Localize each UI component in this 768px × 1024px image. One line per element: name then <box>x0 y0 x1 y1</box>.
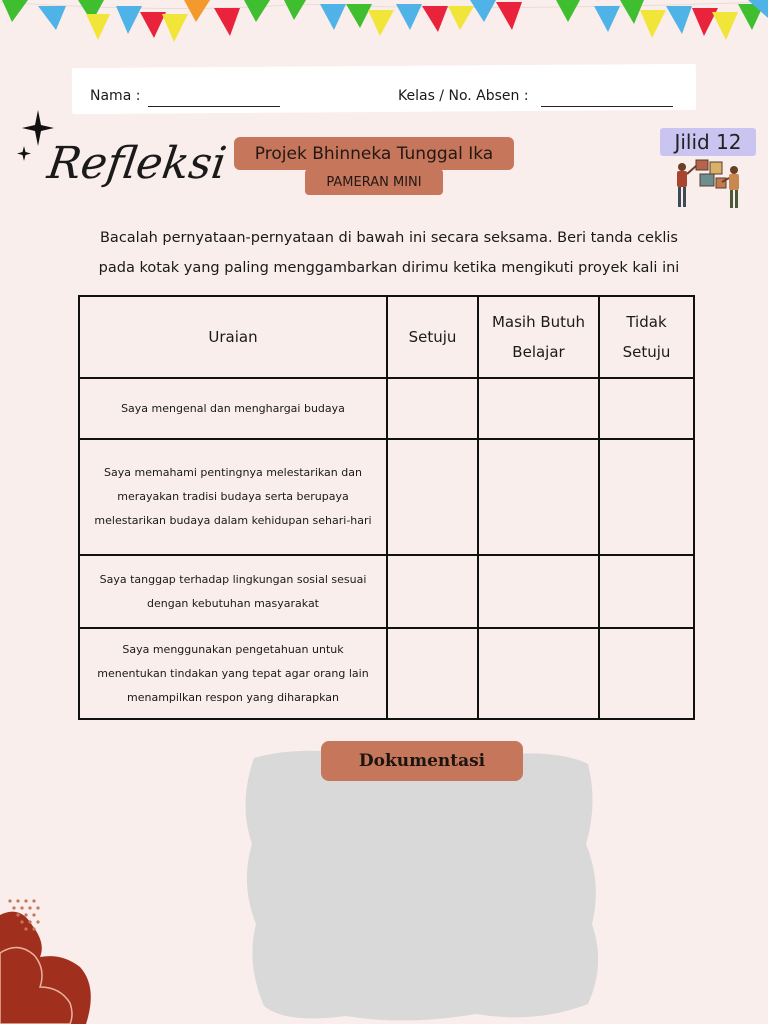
checkbox-masih-butuh-belajar[interactable] <box>478 555 599 628</box>
checkbox-setuju[interactable] <box>387 628 478 719</box>
checkbox-masih-butuh-belajar[interactable] <box>478 378 599 439</box>
header-tidak-setuju: Tidak Setuju <box>599 296 694 378</box>
bunting-decoration <box>0 0 768 60</box>
header-uraian: Uraian <box>79 296 387 378</box>
checkbox-masih-butuh-belajar[interactable] <box>478 439 599 555</box>
checkbox-tidak-setuju[interactable] <box>599 378 694 439</box>
corner-decoration <box>0 895 100 1024</box>
name-label: Nama : <box>90 88 141 104</box>
instruction-line-2: pada kotak yang paling menggambarkan dirimu ketika mengikuti proyek kali ini <box>98 260 680 276</box>
project-subtitle: PAMERAN MINI <box>305 169 443 195</box>
statement-cell: Saya mengenal dan menghargai budaya <box>79 378 387 439</box>
header-masih-butuh-belajar: Masih Butuh Belajar <box>478 296 599 378</box>
table-row <box>79 378 694 439</box>
checkbox-setuju[interactable] <box>387 378 478 439</box>
checkbox-setuju[interactable] <box>387 555 478 628</box>
checkbox-setuju[interactable] <box>387 439 478 555</box>
documentation-label: Dokumentasi <box>321 741 523 781</box>
table-row <box>79 439 694 555</box>
photo-placeholder[interactable] <box>236 744 610 1024</box>
exhibition-people-illustration <box>670 158 748 210</box>
instruction-line-1: Bacalah pernyataan-pernyataan di bawah ini secara seksama. Beri tanda ceklis <box>99 230 678 246</box>
class-absen-input-line[interactable] <box>541 106 673 107</box>
checkbox-tidak-setuju[interactable] <box>599 555 694 628</box>
reflection-table <box>78 295 695 720</box>
statement-cell: Saya memahami pentingnya melestarikan dan merayakan tradisi budaya serta berupaya melestarikan budaya dalam kehidupan sehari-hari <box>79 439 387 555</box>
header-setuju: Setuju <box>387 296 478 378</box>
class-absen-label: Kelas / No. Absen : <box>398 88 529 104</box>
page-title: Refleksi <box>44 138 230 189</box>
table-header-row <box>79 296 694 378</box>
statement-cell: Saya tanggap terhadap lingkungan sosial sesuai dengan kebutuhan masyarakat <box>79 555 387 628</box>
table-row <box>79 555 694 628</box>
checkbox-tidak-setuju[interactable] <box>599 628 694 719</box>
table-row <box>79 628 694 719</box>
statement-cell: Saya menggunakan pengetahuan untuk menentukan tindakan yang tepat agar orang lain menampilkan respon yang diharapkan <box>79 628 387 719</box>
project-title: Projek Bhinneka Tunggal Ika <box>234 137 514 170</box>
checkbox-tidak-setuju[interactable] <box>599 439 694 555</box>
volume-badge: Jilid 12 <box>660 128 756 156</box>
checkbox-masih-butuh-belajar[interactable] <box>478 628 599 719</box>
name-input-line[interactable] <box>148 106 280 107</box>
